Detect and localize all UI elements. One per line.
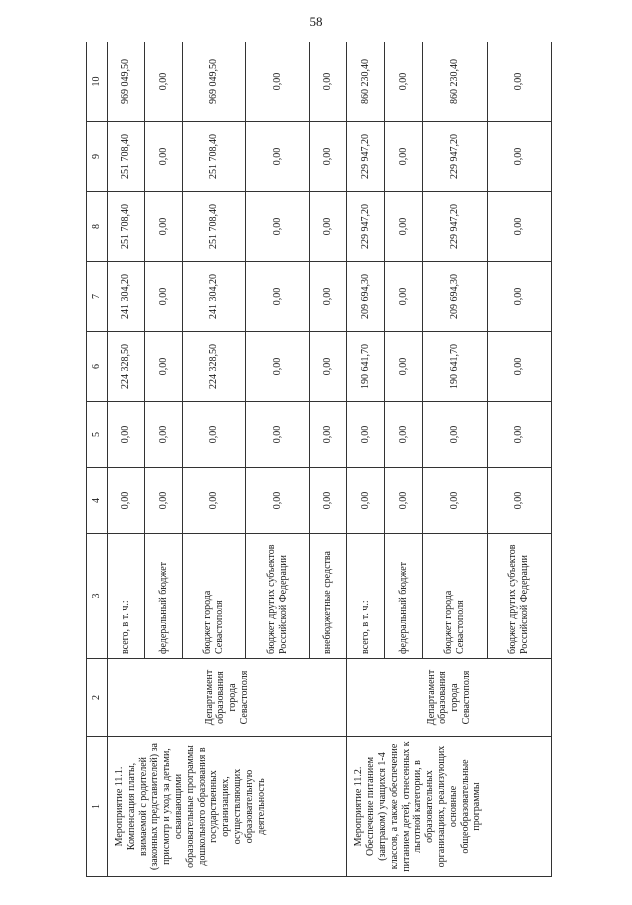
amount-cell: 0,00	[385, 332, 423, 402]
amount-cell: 0,00	[385, 122, 423, 192]
amount-cell: 229 947,20	[423, 122, 487, 192]
amount-cell: 860 230,40	[347, 42, 385, 122]
amount-cell: 241 304,20	[182, 262, 246, 332]
column-header: 5	[87, 402, 108, 468]
amount-cell: 860 230,40	[423, 42, 487, 122]
amount-cell: 209 694,30	[423, 262, 487, 332]
amount-cell: 0,00	[309, 192, 346, 262]
amount-cell: 0,00	[487, 402, 552, 468]
amount-cell: 0,00	[487, 42, 552, 122]
column-header: 6	[87, 332, 108, 402]
column-header: 3	[87, 534, 108, 659]
amount-cell: 0,00	[246, 332, 310, 402]
funding-source-label: всего, в т. ч.:	[347, 534, 385, 659]
amount-cell: 251 708,40	[108, 122, 145, 192]
amount-cell: 0,00	[487, 122, 552, 192]
amount-cell: 251 708,40	[182, 122, 246, 192]
funding-source-label: федеральный бюджет	[145, 534, 182, 659]
amount-cell: 0,00	[487, 332, 552, 402]
amount-cell: 0,00	[423, 402, 487, 468]
rotated-table-container	[86, 42, 552, 877]
budget-table	[86, 42, 552, 877]
amount-cell: 229 947,20	[423, 192, 487, 262]
column-header: 2	[87, 659, 108, 737]
amount-cell: 0,00	[246, 192, 310, 262]
amount-cell: 0,00	[487, 262, 552, 332]
amount-cell: 0,00	[347, 468, 385, 534]
amount-cell: 229 947,20	[347, 122, 385, 192]
amount-cell: 0,00	[309, 468, 346, 534]
amount-cell: 251 708,40	[182, 192, 246, 262]
amount-cell: 0,00	[487, 192, 552, 262]
amount-cell: 0,00	[347, 402, 385, 468]
amount-cell: 0,00	[487, 468, 552, 534]
amount-cell: 0,00	[309, 262, 346, 332]
funding-source-label: внебюджетные средства	[309, 534, 346, 659]
event-description: Мероприятие 11.2. Обеспечение питанием (завтраком) учащихся 1-4 классов, а также обеспечение питанием детей, отнесенных к льготной категории, в образовательных организациях, реализующих основные общеобразовательные программы	[347, 737, 552, 877]
funding-source-label: всего, в т. ч.:	[108, 534, 145, 659]
column-header: 1	[87, 737, 108, 877]
responsible-department: Департамент образования города Севастополя	[108, 659, 347, 737]
amount-cell: 0,00	[246, 402, 310, 468]
amount-cell: 224 328,50	[182, 332, 246, 402]
amount-cell: 209 694,30	[347, 262, 385, 332]
amount-cell: 0,00	[145, 332, 182, 402]
table-row	[108, 42, 145, 877]
column-header: 7	[87, 262, 108, 332]
amount-cell: 251 708,40	[108, 192, 145, 262]
amount-cell: 0,00	[182, 402, 246, 468]
amount-cell: 969 049,50	[182, 42, 246, 122]
amount-cell: 0,00	[145, 468, 182, 534]
amount-cell: 0,00	[145, 122, 182, 192]
amount-cell: 0,00	[145, 192, 182, 262]
amount-cell: 0,00	[246, 262, 310, 332]
column-header: 8	[87, 192, 108, 262]
funding-source-label: бюджет других субъектов Российской Федерации	[246, 534, 310, 659]
column-header: 9	[87, 122, 108, 192]
column-header: 10	[87, 42, 108, 122]
funding-source-label: бюджет других субъектов Российской Федерации	[487, 534, 552, 659]
amount-cell: 0,00	[385, 262, 423, 332]
column-header: 4	[87, 468, 108, 534]
amount-cell: 0,00	[385, 42, 423, 122]
amount-cell: 241 304,20	[108, 262, 145, 332]
amount-cell: 0,00	[309, 332, 346, 402]
page-number: 58	[309, 14, 323, 29]
rotated-table-area	[86, 42, 552, 877]
amount-cell: 0,00	[145, 262, 182, 332]
amount-cell: 0,00	[309, 42, 346, 122]
funding-source-label: бюджет города Севастополя	[182, 534, 246, 659]
amount-cell: 0,00	[108, 402, 145, 468]
amount-cell: 0,00	[309, 122, 346, 192]
amount-cell: 190 641,70	[347, 332, 385, 402]
funding-source-label: бюджет города Севастополя	[423, 534, 487, 659]
amount-cell: 190 641,70	[423, 332, 487, 402]
amount-cell: 0,00	[246, 468, 310, 534]
amount-cell: 0,00	[423, 468, 487, 534]
responsible-department: Департамент образования города Севастополя	[347, 659, 552, 737]
amount-cell: 0,00	[246, 42, 310, 122]
amount-cell: 0,00	[108, 468, 145, 534]
amount-cell: 0,00	[385, 402, 423, 468]
amount-cell: 0,00	[145, 42, 182, 122]
event-description: Мероприятие 11.1. Компенсация платы, взимаемой с родителей (законных представителей) за присмотр и уход за детьми, осваивающими образовательные программы дошкольного образования в государственных организациях, осуществляющих образовательную деятельность	[108, 737, 347, 877]
amount-cell: 224 328,50	[108, 332, 145, 402]
amount-cell: 0,00	[385, 192, 423, 262]
amount-cell: 0,00	[385, 468, 423, 534]
header-row	[87, 42, 108, 877]
amount-cell: 969 049,50	[108, 42, 145, 122]
amount-cell: 0,00	[182, 468, 246, 534]
amount-cell: 0,00	[246, 122, 310, 192]
amount-cell: 229 947,20	[347, 192, 385, 262]
funding-source-label: федеральный бюджет	[385, 534, 423, 659]
amount-cell: 0,00	[309, 402, 346, 468]
amount-cell: 0,00	[145, 402, 182, 468]
table-row	[347, 42, 385, 877]
